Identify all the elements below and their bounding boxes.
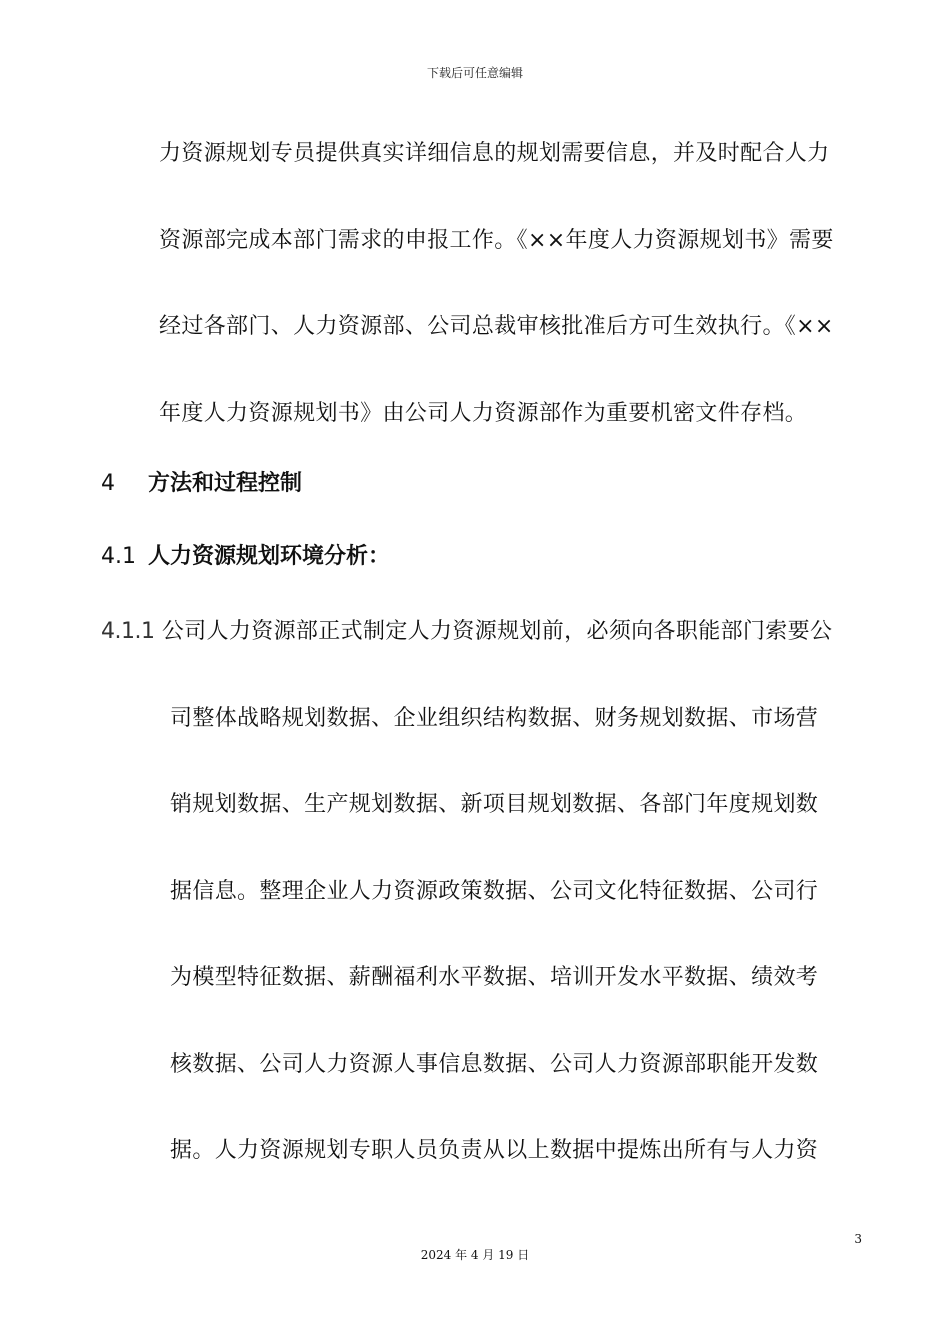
paragraph-line: 经过各部门、人力资源部、公司总裁审核批准后方可生效执行。《×× (159, 314, 834, 339)
clause-line: 司整体战略规划数据、企业组织结构数据、财务规划数据、市场营 (170, 705, 819, 731)
page-footer-date: 2024 年 4 月 19 日 (420, 1248, 530, 1262)
section-heading-4-1 (101, 541, 390, 573)
clause-line: 销规划数据、生产规划数据、新项目规划数据、各部门年度规划数 (170, 792, 819, 817)
paragraph-line: 资源部完成本部门需求的申报工作。《××年度人力资源规划书》需要 (159, 227, 834, 253)
clause-line: 核数据、公司人力资源人事信息数据、公司人力资源部职能开发数 (170, 1051, 819, 1077)
clause-body (170, 697, 871, 1216)
clause-text: 公司人力资源部正式制定人力资源规划前，必须向各职能部门索要公 (161, 619, 833, 644)
section-heading-4 (101, 468, 302, 500)
clause-4-1-1 (101, 610, 871, 1216)
paragraph-line: 年度人力资源规划书》由公司人力资源部作为重要机密文件存档。 (159, 400, 808, 426)
section-number: 4.1 (101, 544, 136, 569)
clause-number: 4.1.1 (101, 619, 155, 644)
paragraph-continuation (159, 132, 869, 478)
section-number: 4 (101, 471, 115, 496)
section-title: 方法和过程控制 (148, 471, 303, 496)
section-title: 人力资源规划环境分析： (148, 544, 391, 569)
clause-first-line (101, 610, 871, 697)
clause-line: 据。人力资源规划专职人员负责从以上数据中提炼出所有与人力资 (170, 1138, 819, 1163)
clause-line: 据信息。整理企业人力资源政策数据、公司文化特征数据、公司行 (170, 878, 819, 904)
page-header: 下载后可任意编辑 (426, 66, 523, 80)
clause-line: 为模型特征数据、薪酬福利水平数据、培训开发水平数据、绩效考 (170, 965, 819, 990)
page-number: 3 (854, 1232, 862, 1246)
paragraph-line: 力资源规划专员提供真实详细信息的规划需要信息，并及时配合人力 (159, 141, 830, 166)
